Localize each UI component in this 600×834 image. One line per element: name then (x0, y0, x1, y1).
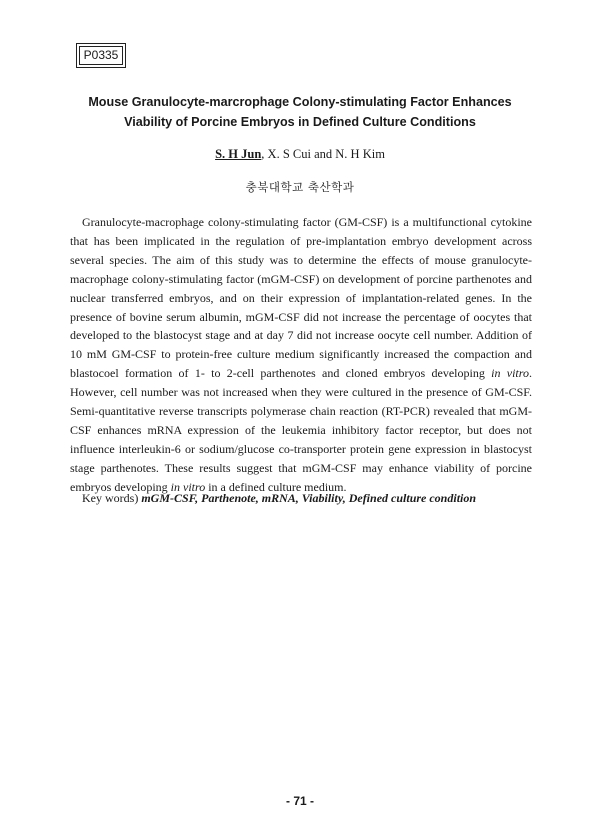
abstract-code-box: P0335 (79, 46, 123, 65)
paper-title-line-1: Mouse Granulocyte-marcrophage Colony-stimulating Factor Enhances (88, 95, 512, 109)
presenting-author: S. H Jun (215, 147, 262, 161)
keywords-list: mGM-CSF, Parthenote, mRNA, Viability, Defined culture condition (141, 491, 477, 505)
keywords-label: Key words) (82, 491, 142, 505)
abstract-italic-in-vitro-1: in vitro (491, 366, 529, 381)
abstract-italic-in-vitro-2: in vitro (170, 479, 206, 494)
author-list (0, 146, 600, 162)
page-number: - 71 - (285, 794, 314, 808)
abstract-text-part-1: Granulocyte-macrophage colony-stimulating factor (GM-CSF) is a multifunctional cytokine that has been implicated in the regulation of pre-implantation embryo development across several species. The aim of this study was to determine the effects of mouse granulocyte-macrophage colony-stimulating factor (mGM-CSF) on development of porcine parthenotes and nuclear transferred embryos, and on their expression of implantation-related genes. In the presence of bovine serum albumin, mGM-CSF did not increase the percentage of oocytes that developed to the blastocyst stage and at day 7 did not increase oocyte cell number. Addition of 10 mM GM-CSF to protein-free culture medium significantly increased the compaction and blastocoel formation of 1- to 2-cell parthenotes and cloned embryos developing (70, 215, 532, 381)
paper-title-line-2: Viability of Porcine Embryos in Defined Culture Conditions (124, 115, 476, 129)
abstract-text-part-2: . However, cell number was not increased when they were cultured in the presence of GM-CSF. Semi-quantitative reverse transcripts polymerase chain reaction (RT-PCR) revealed that mGM-CSF enhances mRNA expression of the leukemia inhibitory factor receptor, but does not influence interleukin-6 or sodium/glucose co-transporter protein gene expression in blastocyst stage parthenotes. These results suggest that mGM-CSF may enhance viability of porcine embryos developing (70, 366, 532, 494)
keywords (82, 490, 542, 506)
affiliation: 충북대학교 축산학과 (245, 180, 355, 194)
paper-title (60, 92, 540, 132)
co-authors: , X. S Cui and N. H Kim (261, 147, 385, 161)
abstract-text-part-3: in a defined culture medium. (205, 479, 347, 494)
abstract-body (70, 213, 532, 497)
